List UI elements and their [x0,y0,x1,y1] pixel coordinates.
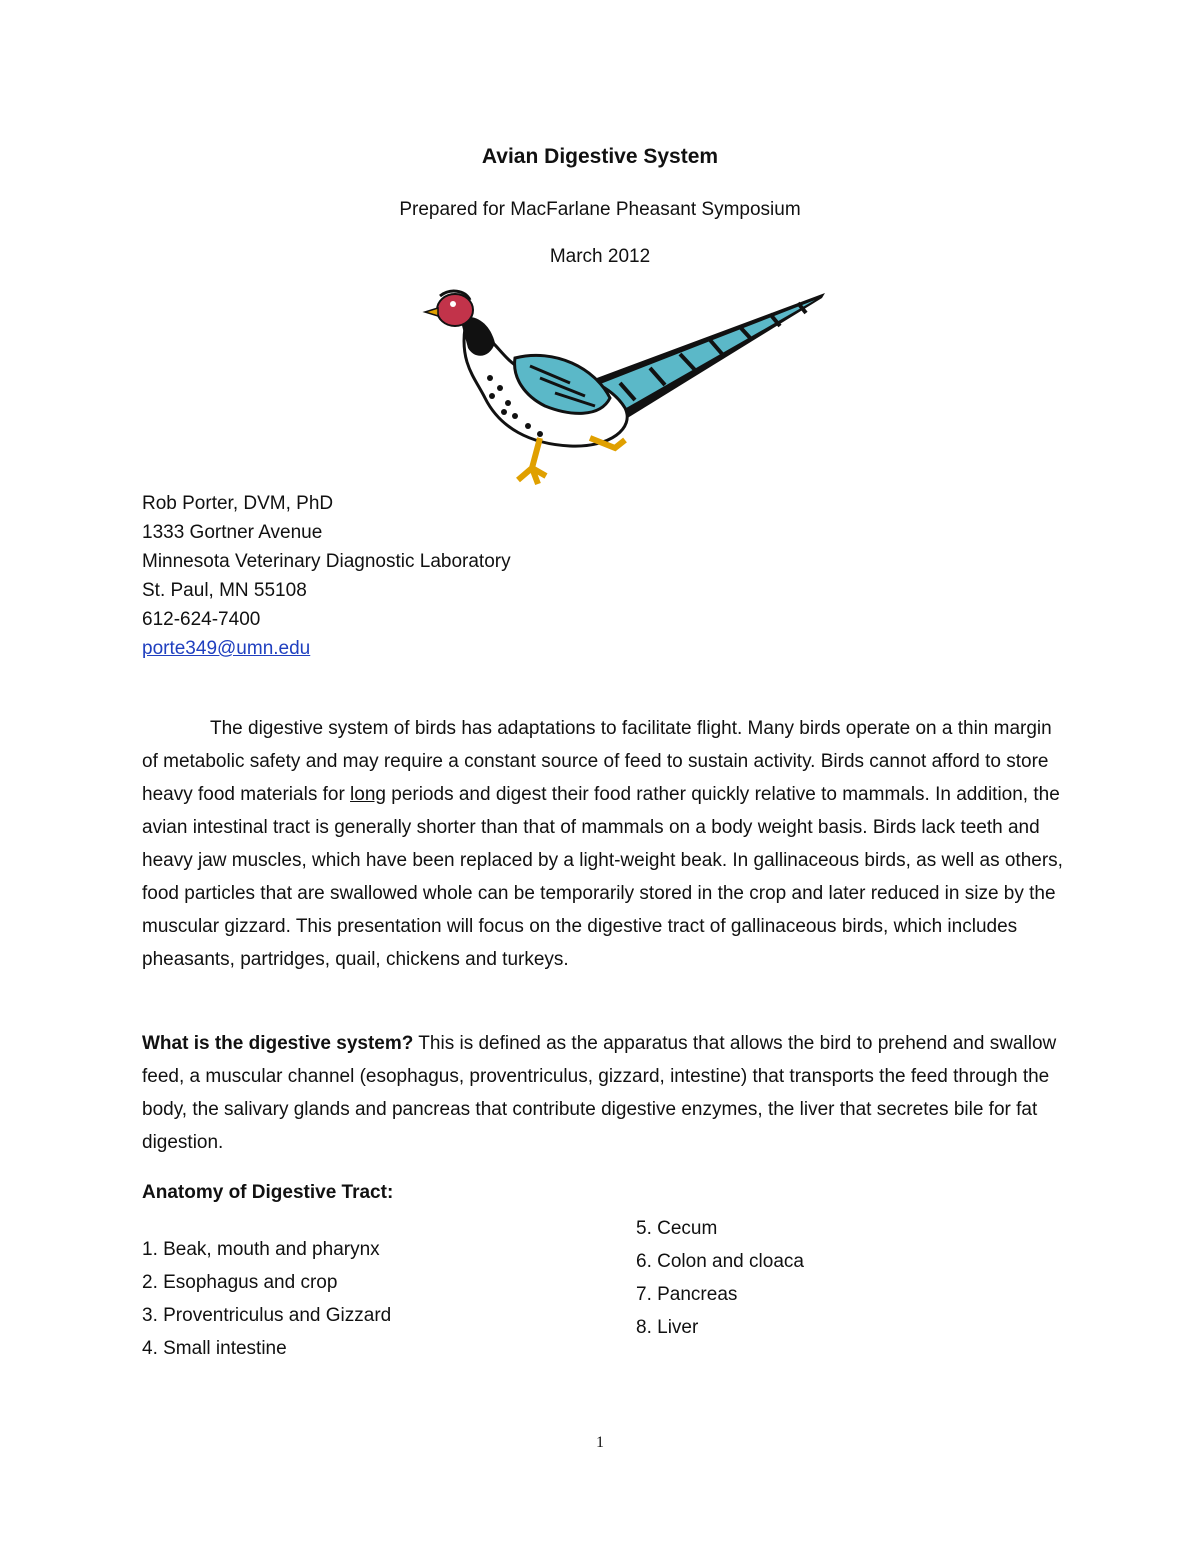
document-subtitle: Prepared for MacFarlane Pheasant Symposium [399,199,801,220]
anatomy-list-right [636,1212,804,1344]
document-date: March 2012 [549,246,651,267]
organization: Minnesota Veterinary Diagnostic Laboratory [142,551,511,572]
document-title: Avian Digestive System [481,145,719,168]
intro-paragraph [142,712,1072,976]
street-address: 1333 Gortner Avenue [142,522,323,543]
list-item: 6. Colon and cloaca [636,1251,804,1272]
list-item: 2. Esophagus and crop [142,1272,338,1293]
list-item: 4. Small intestine [142,1338,287,1359]
list-item: 5. Cecum [636,1218,718,1239]
anatomy-heading: Anatomy of Digestive Tract: [142,1182,394,1203]
intro-emphasis: long [350,784,386,805]
definition-paragraph [142,1027,1072,1159]
anatomy-list-left [142,1233,391,1365]
definition-text: This is defined as the apparatus that allows the bird to prehend and swallow feed, a muscular channel (esophagus, proventriculus, gizzard, intestine) that transports the feed through the body, the salivary glands and pancreas that contribute digestive enzymes, the liver that secretes bile for fat digestion. [142,1033,1057,1153]
contact-block [142,489,511,663]
list-item: 1. Beak, mouth and pharynx [142,1239,380,1260]
list-item: 3. Proventriculus and Gizzard [142,1305,392,1326]
intro-text-end: periods and digest their food rather quickly relative to mammals. In addition, the avian intestinal tract is generally shorter than that of mammals on a body weight basis. Birds lack teeth and heavy jaw muscles, which have been replaced by a light-weight beak. In gallinaceous birds, as well as others, food particles that are swallowed whole can be temporarily stored in the crop and later reduced in size by the muscular gizzard. This presentation will focus on the digestive tract of gallinaceous birds, which includes pheasants, partridges, quail, chickens and turkeys. [142,784,1063,970]
email-link[interactable]: porte349@umn.edu [142,638,311,659]
list-item: 7. Pancreas [636,1284,738,1305]
list-item: 8. Liver [636,1317,699,1338]
intro-text-start: The digestive system of birds has adaptations to facilitate flight. Many birds operate on a thin margin of metabolic safety and may require a constant source of feed to sustain activity. Birds cannot afford to store heavy food materials for [142,718,1052,805]
pheasant-icon [420,288,830,490]
city-state-zip: St. Paul, MN 55108 [142,580,307,601]
page-number: 1 [596,1434,604,1451]
definition-lead: What is the digestive system? [142,1033,414,1054]
author-name: Rob Porter, DVM, PhD [142,493,334,514]
phone-number: 612-624-7400 [142,609,261,630]
